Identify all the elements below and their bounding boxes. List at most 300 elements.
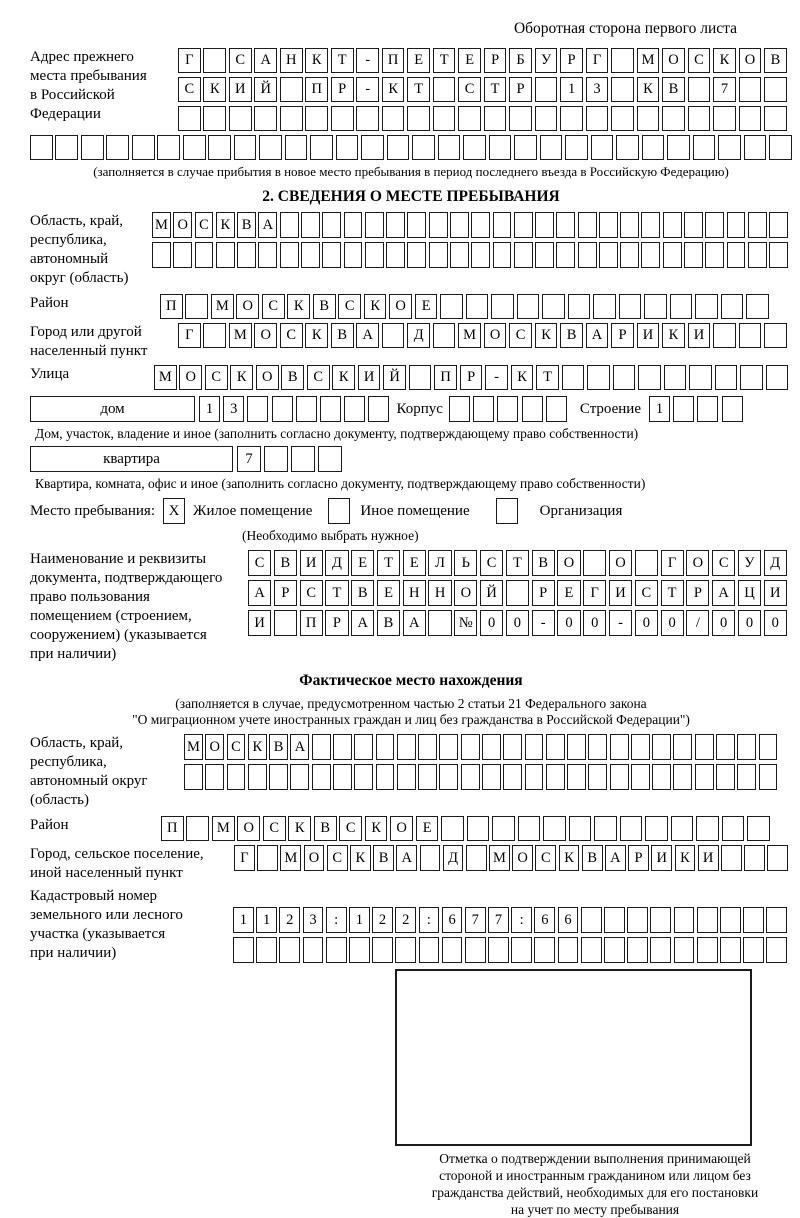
char-cell[interactable]: Р: [532, 580, 555, 606]
char-cell[interactable]: В: [314, 816, 337, 841]
char-cell[interactable]: [662, 106, 685, 131]
char-cell[interactable]: В: [373, 845, 394, 871]
char-cell[interactable]: [412, 135, 435, 160]
char-cell[interactable]: [525, 764, 544, 790]
char-cell[interactable]: В: [331, 323, 354, 348]
char-cell[interactable]: К: [332, 365, 355, 390]
char-cell[interactable]: [471, 242, 490, 268]
char-cell[interactable]: [438, 135, 461, 160]
char-cell[interactable]: [269, 764, 288, 790]
char-cell[interactable]: [674, 907, 695, 933]
char-cell[interactable]: [349, 937, 370, 963]
char-cell[interactable]: [627, 937, 648, 963]
apartment-row[interactable]: [237, 446, 345, 472]
char-cell[interactable]: В: [269, 734, 288, 760]
char-cell[interactable]: [365, 242, 384, 268]
char-cell[interactable]: М: [184, 734, 203, 760]
char-cell[interactable]: [465, 937, 486, 963]
char-cell[interactable]: [739, 106, 762, 131]
char-cell[interactable]: -: [609, 610, 632, 636]
char-cell[interactable]: К: [350, 845, 371, 871]
char-cell[interactable]: [663, 242, 682, 268]
char-cell[interactable]: 1: [560, 77, 583, 102]
char-cell[interactable]: [173, 242, 192, 268]
char-cell[interactable]: [740, 365, 763, 390]
char-cell[interactable]: [344, 396, 365, 422]
actual-region-row-2[interactable]: [184, 764, 780, 790]
char-cell[interactable]: Ь: [454, 550, 477, 576]
char-cell[interactable]: [556, 212, 575, 238]
city-row[interactable]: [178, 323, 790, 348]
char-cell[interactable]: И: [300, 550, 323, 576]
char-cell[interactable]: Е: [403, 550, 426, 576]
char-cell[interactable]: [344, 212, 363, 238]
char-cell[interactable]: [535, 242, 554, 268]
char-cell[interactable]: В: [662, 77, 685, 102]
char-cell[interactable]: [463, 135, 486, 160]
char-cell[interactable]: [673, 764, 692, 790]
char-cell[interactable]: [613, 365, 636, 390]
house-row[interactable]: [199, 396, 393, 422]
char-cell[interactable]: [567, 734, 586, 760]
char-cell[interactable]: [488, 937, 509, 963]
char-cell[interactable]: [560, 106, 583, 131]
char-cell[interactable]: [591, 135, 614, 160]
char-cell[interactable]: 1: [649, 396, 670, 422]
char-cell[interactable]: [354, 764, 373, 790]
char-cell[interactable]: :: [511, 907, 532, 933]
char-cell[interactable]: [450, 212, 469, 238]
char-cell[interactable]: А: [248, 580, 271, 606]
char-cell[interactable]: [744, 845, 765, 871]
char-cell[interactable]: [713, 106, 736, 131]
char-cell[interactable]: [644, 294, 667, 319]
char-cell[interactable]: О: [173, 212, 192, 238]
char-cell[interactable]: [258, 242, 277, 268]
char-cell[interactable]: [739, 323, 762, 348]
char-cell[interactable]: П: [160, 294, 183, 319]
char-cell[interactable]: [280, 106, 303, 131]
char-cell[interactable]: 0: [661, 610, 684, 636]
char-cell[interactable]: О: [739, 48, 762, 73]
char-cell[interactable]: [581, 937, 602, 963]
char-cell[interactable]: [737, 734, 756, 760]
char-cell[interactable]: /: [686, 610, 709, 636]
char-cell[interactable]: Н: [428, 580, 451, 606]
char-cell[interactable]: [627, 907, 648, 933]
char-cell[interactable]: [257, 845, 278, 871]
char-cell[interactable]: Е: [351, 550, 374, 576]
char-cell[interactable]: [534, 937, 555, 963]
char-cell[interactable]: С: [307, 365, 330, 390]
char-cell[interactable]: [546, 734, 565, 760]
char-cell[interactable]: М: [489, 845, 510, 871]
char-cell[interactable]: С: [535, 845, 556, 871]
char-cell[interactable]: [279, 937, 300, 963]
char-cell[interactable]: О: [256, 365, 279, 390]
char-cell[interactable]: В: [274, 550, 297, 576]
char-cell[interactable]: [766, 365, 789, 390]
char-cell[interactable]: [674, 937, 695, 963]
char-cell[interactable]: [578, 242, 597, 268]
char-cell[interactable]: [397, 764, 416, 790]
char-cell[interactable]: [55, 135, 78, 160]
char-cell[interactable]: [727, 212, 746, 238]
char-cell[interactable]: В: [313, 294, 336, 319]
char-cell[interactable]: О: [512, 845, 533, 871]
char-cell[interactable]: А: [605, 845, 626, 871]
char-cell[interactable]: [616, 135, 639, 160]
char-cell[interactable]: И: [764, 580, 787, 606]
char-cell[interactable]: О: [304, 845, 325, 871]
char-cell[interactable]: [305, 106, 328, 131]
char-cell[interactable]: [713, 323, 736, 348]
char-cell[interactable]: [766, 937, 787, 963]
char-cell[interactable]: [229, 106, 252, 131]
char-cell[interactable]: [673, 734, 692, 760]
char-cell[interactable]: [442, 937, 463, 963]
char-cell[interactable]: [506, 580, 529, 606]
char-cell[interactable]: О: [686, 550, 709, 576]
char-cell[interactable]: Г: [586, 48, 609, 73]
char-cell[interactable]: [568, 294, 591, 319]
char-cell[interactable]: С: [327, 845, 348, 871]
char-cell[interactable]: [743, 907, 764, 933]
char-cell[interactable]: [440, 294, 463, 319]
char-cell[interactable]: [285, 135, 308, 160]
char-cell[interactable]: 6: [558, 907, 579, 933]
char-cell[interactable]: В: [351, 580, 374, 606]
char-cell[interactable]: [280, 242, 299, 268]
char-cell[interactable]: А: [403, 610, 426, 636]
char-cell[interactable]: С: [227, 734, 246, 760]
char-cell[interactable]: С: [480, 550, 503, 576]
char-cell[interactable]: [514, 242, 533, 268]
char-cell[interactable]: М: [637, 48, 660, 73]
char-cell[interactable]: [227, 764, 246, 790]
char-cell[interactable]: [535, 106, 558, 131]
char-cell[interactable]: [744, 135, 767, 160]
char-cell[interactable]: [759, 734, 778, 760]
char-cell[interactable]: [747, 816, 770, 841]
char-cell[interactable]: [759, 764, 778, 790]
char-cell[interactable]: А: [351, 610, 374, 636]
char-cell[interactable]: К: [535, 323, 558, 348]
char-cell[interactable]: [716, 734, 735, 760]
char-cell[interactable]: О: [237, 816, 260, 841]
char-cell[interactable]: [748, 242, 767, 268]
char-cell[interactable]: С: [300, 580, 323, 606]
char-cell[interactable]: [671, 816, 694, 841]
char-cell[interactable]: [467, 816, 490, 841]
char-cell[interactable]: -: [356, 77, 379, 102]
char-cell[interactable]: [365, 212, 384, 238]
char-cell[interactable]: М: [458, 323, 481, 348]
char-cell[interactable]: [558, 937, 579, 963]
char-cell[interactable]: [290, 764, 309, 790]
char-cell[interactable]: [489, 135, 512, 160]
char-cell[interactable]: [650, 907, 671, 933]
char-cell[interactable]: [697, 396, 718, 422]
char-cell[interactable]: [303, 937, 324, 963]
char-cell[interactable]: [280, 77, 303, 102]
char-cell[interactable]: [322, 242, 341, 268]
char-cell[interactable]: [333, 734, 352, 760]
char-cell[interactable]: К: [248, 734, 267, 760]
char-cell[interactable]: [769, 212, 788, 238]
char-cell[interactable]: [587, 365, 610, 390]
char-cell[interactable]: С: [635, 580, 658, 606]
char-cell[interactable]: [767, 845, 788, 871]
char-cell[interactable]: С: [262, 294, 285, 319]
char-cell[interactable]: [540, 135, 563, 160]
char-cell[interactable]: [449, 396, 470, 422]
char-cell[interactable]: [301, 242, 320, 268]
char-cell[interactable]: [567, 764, 586, 790]
char-cell[interactable]: [769, 135, 792, 160]
char-cell[interactable]: Т: [536, 365, 559, 390]
char-cell[interactable]: [620, 816, 643, 841]
char-cell[interactable]: [280, 212, 299, 238]
char-cell[interactable]: И: [248, 610, 271, 636]
char-cell[interactable]: П: [161, 816, 184, 841]
char-cell[interactable]: 1: [199, 396, 220, 422]
char-cell[interactable]: [30, 135, 53, 160]
char-cell[interactable]: [766, 907, 787, 933]
char-cell[interactable]: [428, 610, 451, 636]
char-cell[interactable]: [722, 816, 745, 841]
char-cell[interactable]: И: [651, 845, 672, 871]
char-cell[interactable]: С: [458, 77, 481, 102]
char-cell[interactable]: [203, 323, 226, 348]
char-cell[interactable]: [716, 764, 735, 790]
char-cell[interactable]: И: [229, 77, 252, 102]
char-cell[interactable]: [234, 135, 257, 160]
char-cell[interactable]: [737, 764, 756, 790]
char-cell[interactable]: С: [339, 816, 362, 841]
char-cell[interactable]: 0: [557, 610, 580, 636]
char-cell[interactable]: В: [281, 365, 304, 390]
actual-city-row[interactable]: [234, 845, 791, 871]
char-cell[interactable]: Р: [560, 48, 583, 73]
char-cell[interactable]: А: [712, 580, 735, 606]
char-cell[interactable]: [387, 135, 410, 160]
stroenie-row[interactable]: [649, 396, 746, 422]
char-cell[interactable]: [183, 135, 206, 160]
char-cell[interactable]: [247, 396, 268, 422]
char-cell[interactable]: [511, 937, 532, 963]
char-cell[interactable]: [641, 212, 660, 238]
char-cell[interactable]: [461, 734, 480, 760]
char-cell[interactable]: [599, 212, 618, 238]
char-cell[interactable]: С: [263, 816, 286, 841]
char-cell[interactable]: [420, 845, 441, 871]
char-cell[interactable]: Т: [433, 48, 456, 73]
char-cell[interactable]: С: [248, 550, 271, 576]
char-cell[interactable]: [684, 212, 703, 238]
previous-address-row-3[interactable]: [178, 106, 790, 131]
char-cell[interactable]: [407, 106, 430, 131]
char-cell[interactable]: [667, 135, 690, 160]
char-cell[interactable]: [588, 764, 607, 790]
char-cell[interactable]: Д: [325, 550, 348, 576]
char-cell[interactable]: 0: [583, 610, 606, 636]
char-cell[interactable]: М: [229, 323, 252, 348]
char-cell[interactable]: [376, 734, 395, 760]
char-cell[interactable]: Т: [484, 77, 507, 102]
document-row-3[interactable]: [248, 610, 789, 636]
char-cell[interactable]: [543, 816, 566, 841]
char-cell[interactable]: [721, 845, 742, 871]
char-cell[interactable]: М: [154, 365, 177, 390]
char-cell[interactable]: [637, 106, 660, 131]
char-cell[interactable]: [720, 937, 741, 963]
char-cell[interactable]: Д: [443, 845, 464, 871]
char-cell[interactable]: [461, 764, 480, 790]
char-cell[interactable]: [458, 106, 481, 131]
char-cell[interactable]: Г: [178, 323, 201, 348]
char-cell[interactable]: [610, 764, 629, 790]
char-cell[interactable]: [264, 446, 288, 472]
residential-checkbox[interactable]: X: [163, 498, 185, 524]
char-cell[interactable]: И: [698, 845, 719, 871]
char-cell[interactable]: [525, 734, 544, 760]
char-cell[interactable]: 7: [237, 446, 261, 472]
char-cell[interactable]: [81, 135, 104, 160]
char-cell[interactable]: [439, 764, 458, 790]
char-cell[interactable]: А: [356, 323, 379, 348]
char-cell[interactable]: [256, 937, 277, 963]
char-cell[interactable]: Е: [557, 580, 580, 606]
char-cell[interactable]: [482, 734, 501, 760]
char-cell[interactable]: К: [662, 323, 685, 348]
char-cell[interactable]: В: [582, 845, 603, 871]
char-cell[interactable]: Е: [415, 294, 438, 319]
char-cell[interactable]: [450, 242, 469, 268]
char-cell[interactable]: А: [254, 48, 277, 73]
char-cell[interactable]: А: [586, 323, 609, 348]
organization-checkbox[interactable]: [496, 498, 518, 524]
char-cell[interactable]: К: [287, 294, 310, 319]
char-cell[interactable]: 1: [349, 907, 370, 933]
char-cell[interactable]: Р: [331, 77, 354, 102]
region-row-2[interactable]: [152, 242, 790, 268]
char-cell[interactable]: [684, 242, 703, 268]
char-cell[interactable]: О: [390, 816, 413, 841]
char-cell[interactable]: [503, 764, 522, 790]
char-cell[interactable]: Т: [407, 77, 430, 102]
char-cell[interactable]: Й: [254, 77, 277, 102]
char-cell[interactable]: [407, 242, 426, 268]
cadastral-row-1[interactable]: [233, 907, 790, 933]
char-cell[interactable]: К: [713, 48, 736, 73]
char-cell[interactable]: 1: [256, 907, 277, 933]
char-cell[interactable]: [695, 734, 714, 760]
char-cell[interactable]: Е: [407, 48, 430, 73]
char-cell[interactable]: 0: [712, 610, 735, 636]
char-cell[interactable]: 7: [465, 907, 486, 933]
char-cell[interactable]: [418, 734, 437, 760]
char-cell[interactable]: К: [203, 77, 226, 102]
char-cell[interactable]: [503, 734, 522, 760]
char-cell[interactable]: К: [288, 816, 311, 841]
char-cell[interactable]: [310, 135, 333, 160]
char-cell[interactable]: П: [382, 48, 405, 73]
char-cell[interactable]: П: [300, 610, 323, 636]
char-cell[interactable]: [372, 937, 393, 963]
char-cell[interactable]: [254, 106, 277, 131]
char-cell[interactable]: [356, 106, 379, 131]
char-cell[interactable]: [237, 242, 256, 268]
char-cell[interactable]: [620, 242, 639, 268]
char-cell[interactable]: [195, 242, 214, 268]
char-cell[interactable]: [588, 734, 607, 760]
char-cell[interactable]: К: [382, 77, 405, 102]
char-cell[interactable]: [611, 106, 634, 131]
char-cell[interactable]: О: [484, 323, 507, 348]
char-cell[interactable]: [721, 294, 744, 319]
char-cell[interactable]: [361, 135, 384, 160]
char-cell[interactable]: [331, 106, 354, 131]
char-cell[interactable]: [344, 242, 363, 268]
char-cell[interactable]: [705, 242, 724, 268]
char-cell[interactable]: [466, 845, 487, 871]
char-cell[interactable]: Г: [661, 550, 684, 576]
char-cell[interactable]: О: [557, 550, 580, 576]
char-cell[interactable]: О: [662, 48, 685, 73]
char-cell[interactable]: В: [532, 550, 555, 576]
char-cell[interactable]: К: [559, 845, 580, 871]
char-cell[interactable]: С: [195, 212, 214, 238]
char-cell[interactable]: [301, 212, 320, 238]
char-cell[interactable]: [419, 937, 440, 963]
char-cell[interactable]: [509, 106, 532, 131]
char-cell[interactable]: [518, 816, 541, 841]
char-cell[interactable]: [312, 734, 331, 760]
char-cell[interactable]: [546, 764, 565, 790]
char-cell[interactable]: 0: [635, 610, 658, 636]
char-cell[interactable]: Р: [628, 845, 649, 871]
char-cell[interactable]: [395, 937, 416, 963]
char-cell[interactable]: :: [419, 907, 440, 933]
region-row-1[interactable]: [152, 212, 790, 238]
char-cell[interactable]: С: [280, 323, 303, 348]
char-cell[interactable]: Р: [509, 77, 532, 102]
char-cell[interactable]: 6: [442, 907, 463, 933]
char-cell[interactable]: Р: [484, 48, 507, 73]
char-cell[interactable]: Г: [178, 48, 201, 73]
char-cell[interactable]: 0: [764, 610, 787, 636]
char-cell[interactable]: 3: [586, 77, 609, 102]
char-cell[interactable]: [493, 242, 512, 268]
char-cell[interactable]: [409, 365, 432, 390]
char-cell[interactable]: [205, 764, 224, 790]
char-cell[interactable]: [386, 212, 405, 238]
char-cell[interactable]: [466, 294, 489, 319]
char-cell[interactable]: Н: [403, 580, 426, 606]
char-cell[interactable]: [695, 764, 714, 790]
char-cell[interactable]: [746, 294, 769, 319]
char-cell[interactable]: К: [230, 365, 253, 390]
char-cell[interactable]: Г: [583, 580, 606, 606]
korpus-row[interactable]: [449, 396, 570, 422]
char-cell[interactable]: С: [338, 294, 361, 319]
char-cell[interactable]: [514, 135, 537, 160]
actual-region-row-1[interactable]: [184, 734, 780, 760]
char-cell[interactable]: О: [236, 294, 259, 319]
char-cell[interactable]: №: [454, 610, 477, 636]
char-cell[interactable]: [688, 106, 711, 131]
